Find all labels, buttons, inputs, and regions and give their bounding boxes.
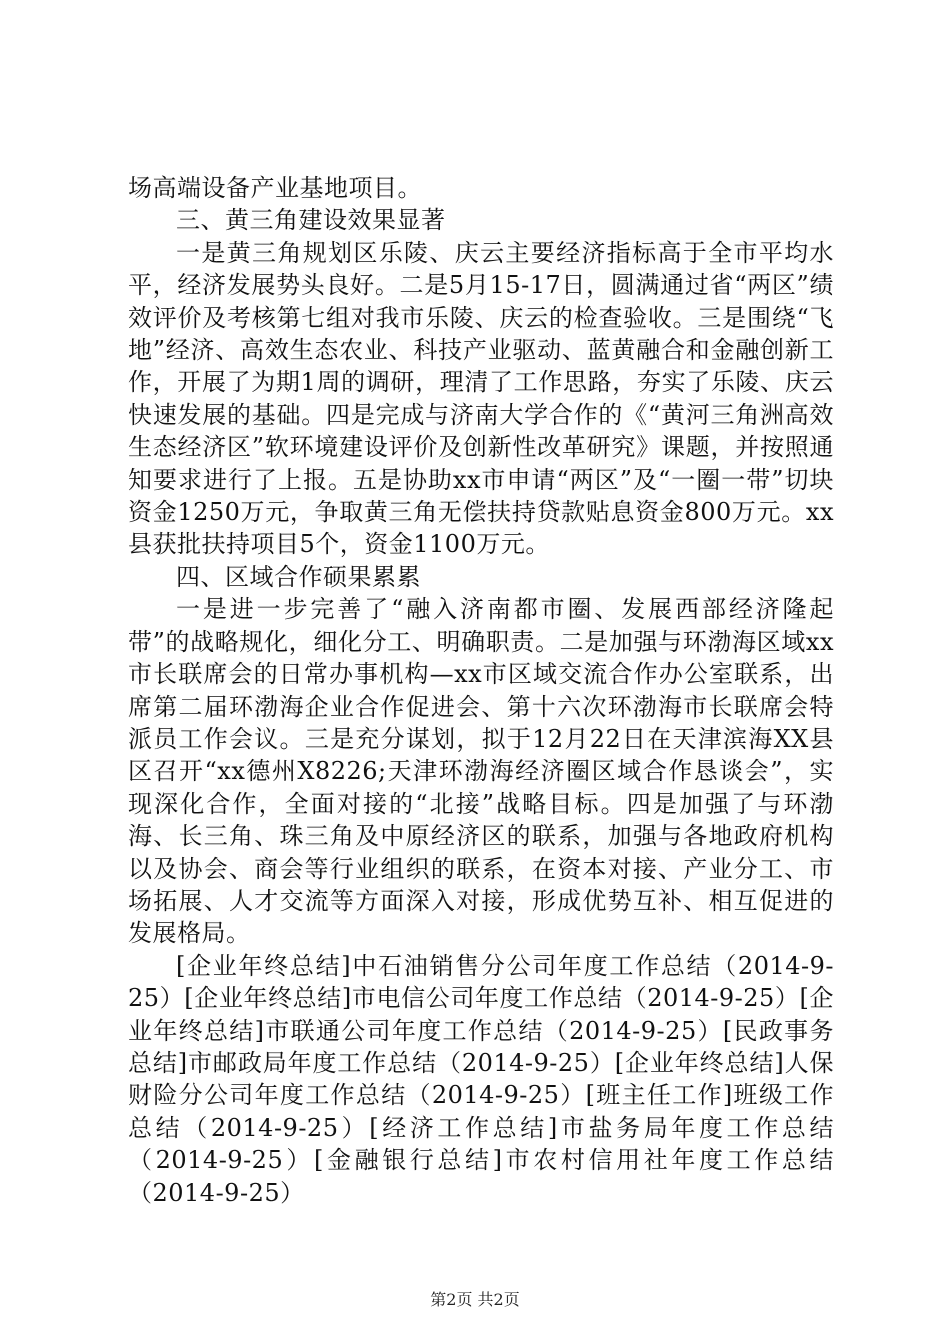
paragraph-continuation: 场高端设备产业基地项目。 (128, 174, 422, 202)
paragraph-section-four: 一是进一步完善了“融入济南都市圈、发展西部经济隆起带”的战略规化，细化分工、明确职责。二是加强与环渤海区域xx市长联席会的日常办事机构—xx市区域交流合作办公室联系，出席第二届环渤海企业合作促进会、第十六次环渤海市长联席会特派员工作会议。三是充分谋划，拟于12月22日在天津滨海XX县区召开“xx德州X8226;天津环渤海经济圈区域合作恳谈会”，实现深化合作，全面对接的“北接”战略目标。四是加强了与环渤海、长三角、珠三角及中原经济区的联系，加强与各地政府机构以及协会、商会等行业组织的联系，在资本对接、产业分工、市场拓展、人才交流等方面深入对接，形成优势互补、相互促进的发展格局。 (128, 595, 834, 948)
heading-section-three: 三、黄三角建设效果显著 (176, 206, 446, 235)
heading-section-four: 四、区域合作硕果累累 (176, 562, 421, 591)
paragraph-section-three: 一是黄三角规划区乐陵、庆云主要经济指标高于全市平均水平，经济发展势头良好。二是5月15-17日，圆满通过省“两区”绩效评价及考核第七组对我市乐陵、庆云的检查验收。三是围绕“飞地”经济、高效生态农业、科技产业驱动、蓝黄融合和金融创新工作，开展了为期1周的调研，理清了工作思路，夯实了乐陵、庆云快速发展的基础。四是完成与济南大学合作的《“黄河三角洲高效生态经济区”软环境建设评价及创新性改革研究》课题，并按照通知要求进行了上报。五是协助xx市申请“两区”及“一圈一带”切块资金1250万元，争取黄三角无偿扶持贷款贴息资金800万元。xx县获批扶持项目5个，资金1100万元。 (128, 238, 834, 559)
document-body (128, 172, 834, 1209)
page-number-footer: 第2页 共2页 (430, 1290, 520, 1309)
related-articles-list: [企业年终总结]中石油销售分公司年度工作总结（2014-9-25）[企业年终总结]市电信公司年度工作总结（2014-9-25）[企业年终总结]市联通公司年度工作总结（2014-9-25）[民政事务总结]市邮政局年度工作总结（2014-9-25）[企业年终总结]人保财险分公司年度工作总结（2014-9-25）[班主任工作]班级工作总结（2014-9-25）[经济工作总结]市盐务局年度工作总结（2014-9-25）[金融银行总结]市农村信用社年度工作总结（2014-9-25） (128, 951, 834, 1207)
